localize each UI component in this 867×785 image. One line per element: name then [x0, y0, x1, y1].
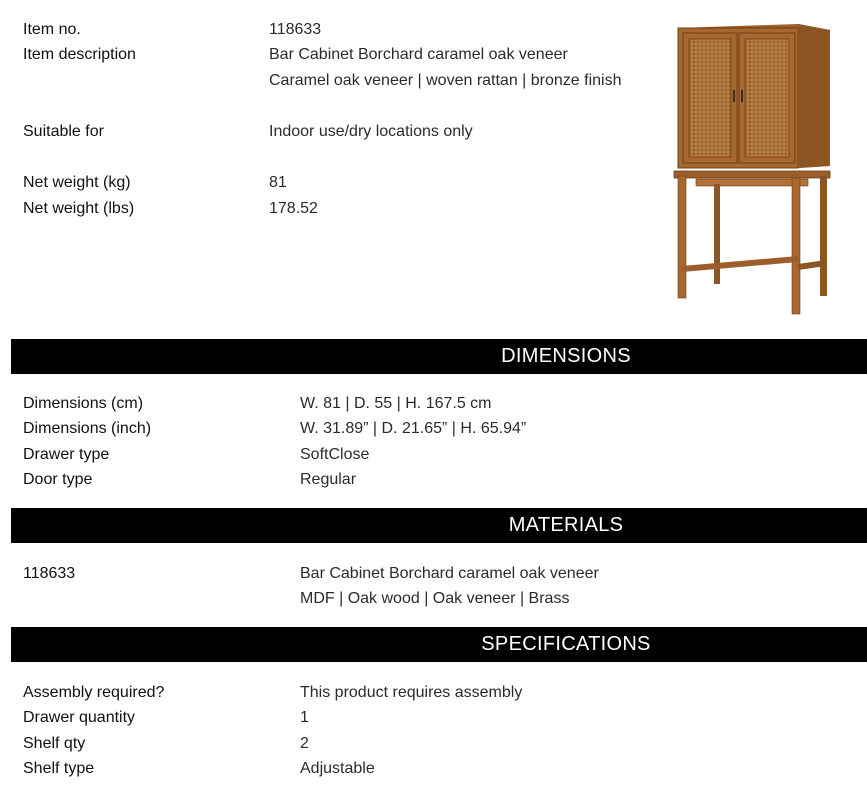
dimensions-cm-label: Dimensions (cm) [23, 395, 144, 412]
materials-line2: MDF | Oak wood | Oak veneer | Brass [300, 590, 570, 607]
materials-heading: MATERIALS [508, 514, 624, 536]
door-type-label: Door type [23, 471, 93, 488]
specifications-section-header [11, 627, 867, 662]
item-description-line2: Caramel oak veneer | woven rattan | bronze finish [269, 72, 622, 89]
suitable-for-value: Indoor use/dry locations only [269, 123, 473, 140]
drawer-quantity-label: Drawer quantity [23, 709, 136, 726]
item-description-label: Item description [23, 46, 136, 63]
door-type-value: Regular [300, 471, 357, 488]
materials-code: 118633 [23, 565, 76, 582]
assembly-required-value: This product requires assembly [300, 684, 523, 701]
item-no-value: 118633 [269, 21, 322, 38]
shelf-qty-value: 2 [300, 735, 309, 752]
drawer-type-value: SoftClose [300, 446, 370, 463]
net-weight-lbs-value: 178.52 [269, 200, 318, 217]
assembly-required-label: Assembly required? [23, 684, 165, 701]
shelf-type-label: Shelf type [23, 760, 95, 777]
shelf-qty-label: Shelf qty [23, 735, 86, 752]
materials-line1: Bar Cabinet Borchard caramel oak veneer [300, 565, 599, 582]
dimensions-section-header [11, 339, 867, 374]
suitable-for-label: Suitable for [23, 123, 104, 140]
net-weight-kg-label: Net weight (kg) [23, 174, 131, 191]
item-description-line1: Bar Cabinet Borchard caramel oak veneer [269, 46, 568, 63]
drawer-quantity-value: 1 [300, 709, 309, 726]
item-no-label: Item no. [23, 21, 81, 38]
dimensions-cm-value: W. 81 | D. 55 | H. 167.5 cm [300, 395, 492, 412]
shelf-type-value: Adjustable [300, 760, 375, 777]
dimensions-inch-label: Dimensions (inch) [23, 420, 152, 437]
dimensions-inch-value: W. 31.89” | D. 21.65” | H. 65.94” [300, 420, 527, 437]
drawer-type-label: Drawer type [23, 446, 110, 463]
net-weight-kg-value: 81 [269, 174, 287, 191]
bar-cabinet-product-image [668, 16, 838, 321]
net-weight-lbs-label: Net weight (lbs) [23, 200, 135, 217]
materials-section-header [11, 508, 867, 543]
dimensions-heading: DIMENSIONS [501, 345, 631, 367]
specifications-heading: SPECIFICATIONS [481, 633, 651, 655]
